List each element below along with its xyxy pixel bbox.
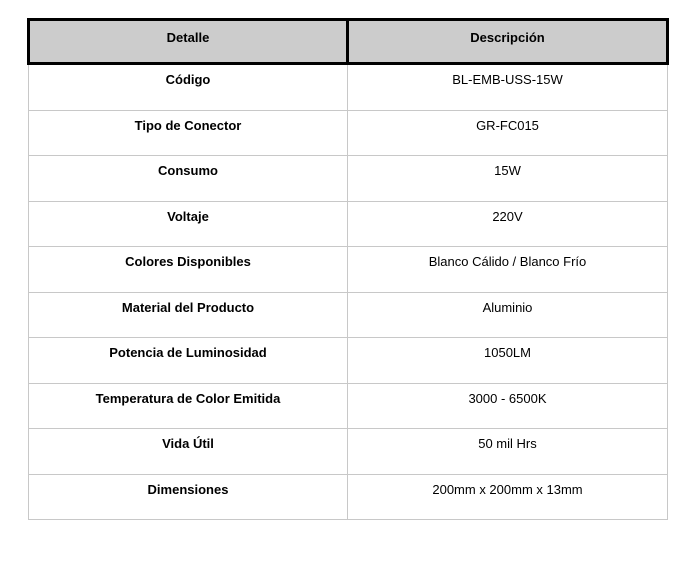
table-row (29, 201, 668, 247)
row-value: 200mm x 200mm x 13mm (348, 474, 668, 520)
header-row (29, 20, 668, 64)
table-row (29, 429, 668, 475)
table-row (29, 64, 668, 111)
row-label: Vida Útil (29, 429, 348, 475)
row-value: 1050LM (348, 338, 668, 384)
row-value: GR-FC015 (348, 110, 668, 156)
row-label: Tipo de Conector (29, 110, 348, 156)
table-row (29, 383, 668, 429)
row-label: Consumo (29, 156, 348, 202)
header-detail: Detalle (29, 20, 348, 64)
table-row (29, 247, 668, 293)
row-label: Colores Disponibles (29, 247, 348, 293)
table-row (29, 110, 668, 156)
row-value: 220V (348, 201, 668, 247)
row-label: Potencia de Luminosidad (29, 338, 348, 384)
spec-table (27, 18, 669, 520)
row-value: Aluminio (348, 292, 668, 338)
row-label: Voltaje (29, 201, 348, 247)
table-row (29, 156, 668, 202)
row-label: Material del Producto (29, 292, 348, 338)
row-value: 15W (348, 156, 668, 202)
table-row (29, 292, 668, 338)
row-value: 50 mil Hrs (348, 429, 668, 475)
row-label: Código (29, 64, 348, 111)
row-label: Dimensiones (29, 474, 348, 520)
row-value: Blanco Cálido / Blanco Frío (348, 247, 668, 293)
header-description: Descripción (348, 20, 668, 64)
row-label: Temperatura de Color Emitida (29, 383, 348, 429)
row-value: 3000 - 6500K (348, 383, 668, 429)
row-value: BL-EMB-USS-15W (348, 64, 668, 111)
table-row (29, 338, 668, 384)
table-row (29, 474, 668, 520)
